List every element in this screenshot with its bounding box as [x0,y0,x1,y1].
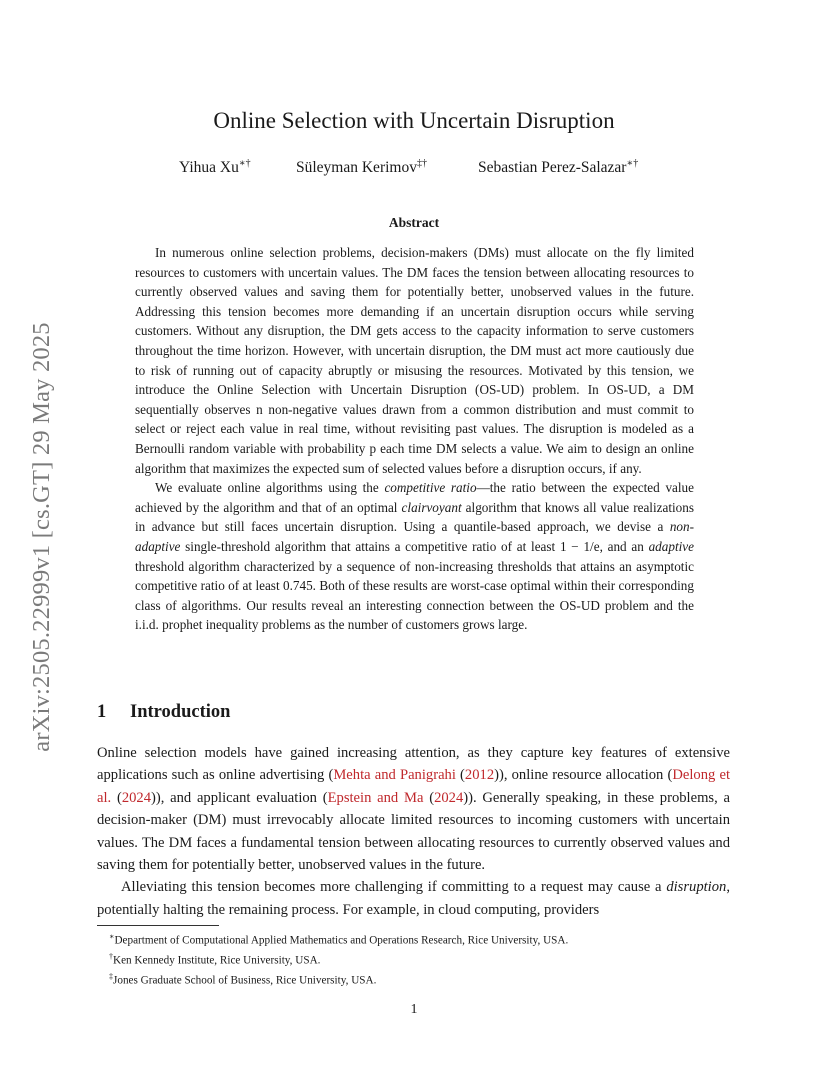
author-list [0,158,828,182]
footnotes [109,929,568,989]
footnote-mark: ∗ [109,932,115,941]
introduction-body [97,742,730,921]
text-run: ( [455,767,465,784]
arxiv-sidebar-stamp [17,298,67,776]
text-run: single-threshold algorithm that attains a competitive ratio of at least 1 − 1/e, and an [180,538,649,554]
footnote-text: Jones Graduate School of Business, Rice University, USA. [113,974,377,987]
text-run: algorithm that knows all value realizations in advance but still faces uncertain disruption. Using a quantile-based approach, we devise a [135,499,694,535]
text-run: , potentially halting the remaining process. For example, in cloud computing, providers [97,879,730,918]
footnote-divider [97,925,219,926]
footnote-1 [109,929,568,949]
text-run: )). Generally speaking, in these problems, a decision-maker (DM) must irrevocably allocate limited resources to incoming customers with uncertain values. The DM faces a fundamental tension between allocating resources to currently observed values and saving them for potentially better, unobserved values in the future. [97,789,730,874]
author-name: Yihua Xu [179,159,239,177]
text-run: )), online resource allocation ( [494,767,673,784]
section-number: 1 [97,702,107,722]
emphasis-disruption: disruption [666,879,727,896]
abstract-paragraph-2 [135,478,694,635]
author-2 [296,158,427,177]
emphasis-clairvoyant: clairvoyant [401,499,462,515]
page-number: 1 [410,1002,418,1017]
author-3 [478,158,638,177]
intro-paragraph-1 [97,742,730,876]
author-1 [179,158,251,177]
citation-link-mehta-panigrahi[interactable]: Mehta and Panigrahi [333,767,456,784]
footnote-text: Department of Computational Applied Mathematics and Operations Research, Rice University, USA. [114,934,569,947]
footnote-2 [109,949,568,969]
text-run: ( [423,789,435,806]
emphasis-adaptive: adaptive [648,538,694,554]
text-run: —the ratio between the expected value achieved by the algorithm and that of an optimal [135,480,695,515]
abstract-paragraph-1: In numerous online selection problems, decision-makers (DMs) must allocate on the fly limited resources to customers with uncertain values. The DM faces the tension between allocating resources to currently observed values and saving them for potentially better, unobserved values in the future. Addressing this tension becomes more demanding if an uncertain disruption occurs while serving customers. Without any disruption, the DM gets access to the capacity information to serve customers throughout the time horizon. However, with uncertain disruption, the DM must act more cautiously due to risk of running out of capacity abruptly or misusing the resources. Motivated by this tension, we introduce the Online Selection with Uncertain Disruption (OS-UD) problem. In OS-UD, a DM sequentially observes n non-negative values drawn from a common distribution and must commit to select or reject each value in real time, without revisiting past values. The disruption is modeled as a Bernoulli random variable with probability p each time DM selects a value. We aim to design an online algorithm that maximizes the expected sum of selected values before a disruption occurs, if any. [135,245,694,476]
citation-link-delong[interactable]: Delong et al. [97,767,730,806]
text-run: )), and applicant evaluation ( [151,789,328,806]
arxiv-identifier: arXiv:2505.22999v1 [cs.GT] 29 May 2025 [28,322,55,752]
abstract-body [135,243,694,635]
author-name: Sebastian Perez-Salazar [478,159,627,177]
author-name: Süleyman Kerimov [296,159,417,177]
footnote-mark: † [109,951,113,961]
text-run: threshold algorithm characterized by a sequence of non-increasing thresholds that attains an asymptotic competitive ratio of at least 0.745. Both of these results are worst-case optimal within their corresponding class of algorithms. Our results reveal an interesting connection between the OS-UD problem and the i.i.d. prophet inequality problems as the number of customers grows large. [135,558,694,633]
citation-year-link[interactable]: 2024 [434,789,464,806]
footnote-mark: ‡ [109,971,113,981]
text-run: Alleviating this tension becomes more challenging if committing to a request may cause a [121,879,667,896]
citation-year-link[interactable]: 2024 [121,789,151,806]
abstract-heading: Abstract [388,215,440,230]
author-affiliation-marks: ‡† [416,158,427,169]
text-run: Online selection models have gained increasing attention, as they capture key features of extensive applications such as online advertising ( [97,745,730,784]
citation-link-epstein-ma[interactable]: Epstein and Ma [327,789,424,806]
text-run: We evaluate online algorithms using the [155,480,385,496]
footnote-text: Ken Kennedy Institute, Rice University, USA. [113,954,321,967]
author-affiliation-marks: ∗† [626,158,639,169]
text-run: ( [111,789,122,806]
author-affiliation-marks: ∗† [238,158,251,169]
section-title: Introduction [130,702,231,722]
intro-paragraph-2 [97,876,730,921]
emphasis-competitive-ratio: competitive ratio [384,480,477,496]
citation-year-link[interactable]: 2012 [464,767,495,784]
paper-title: Online Selection with Uncertain Disruption [213,108,615,133]
footnote-3 [109,969,568,989]
emphasis-non-adaptive: non-adaptive [135,519,694,554]
section-heading [97,702,230,723]
